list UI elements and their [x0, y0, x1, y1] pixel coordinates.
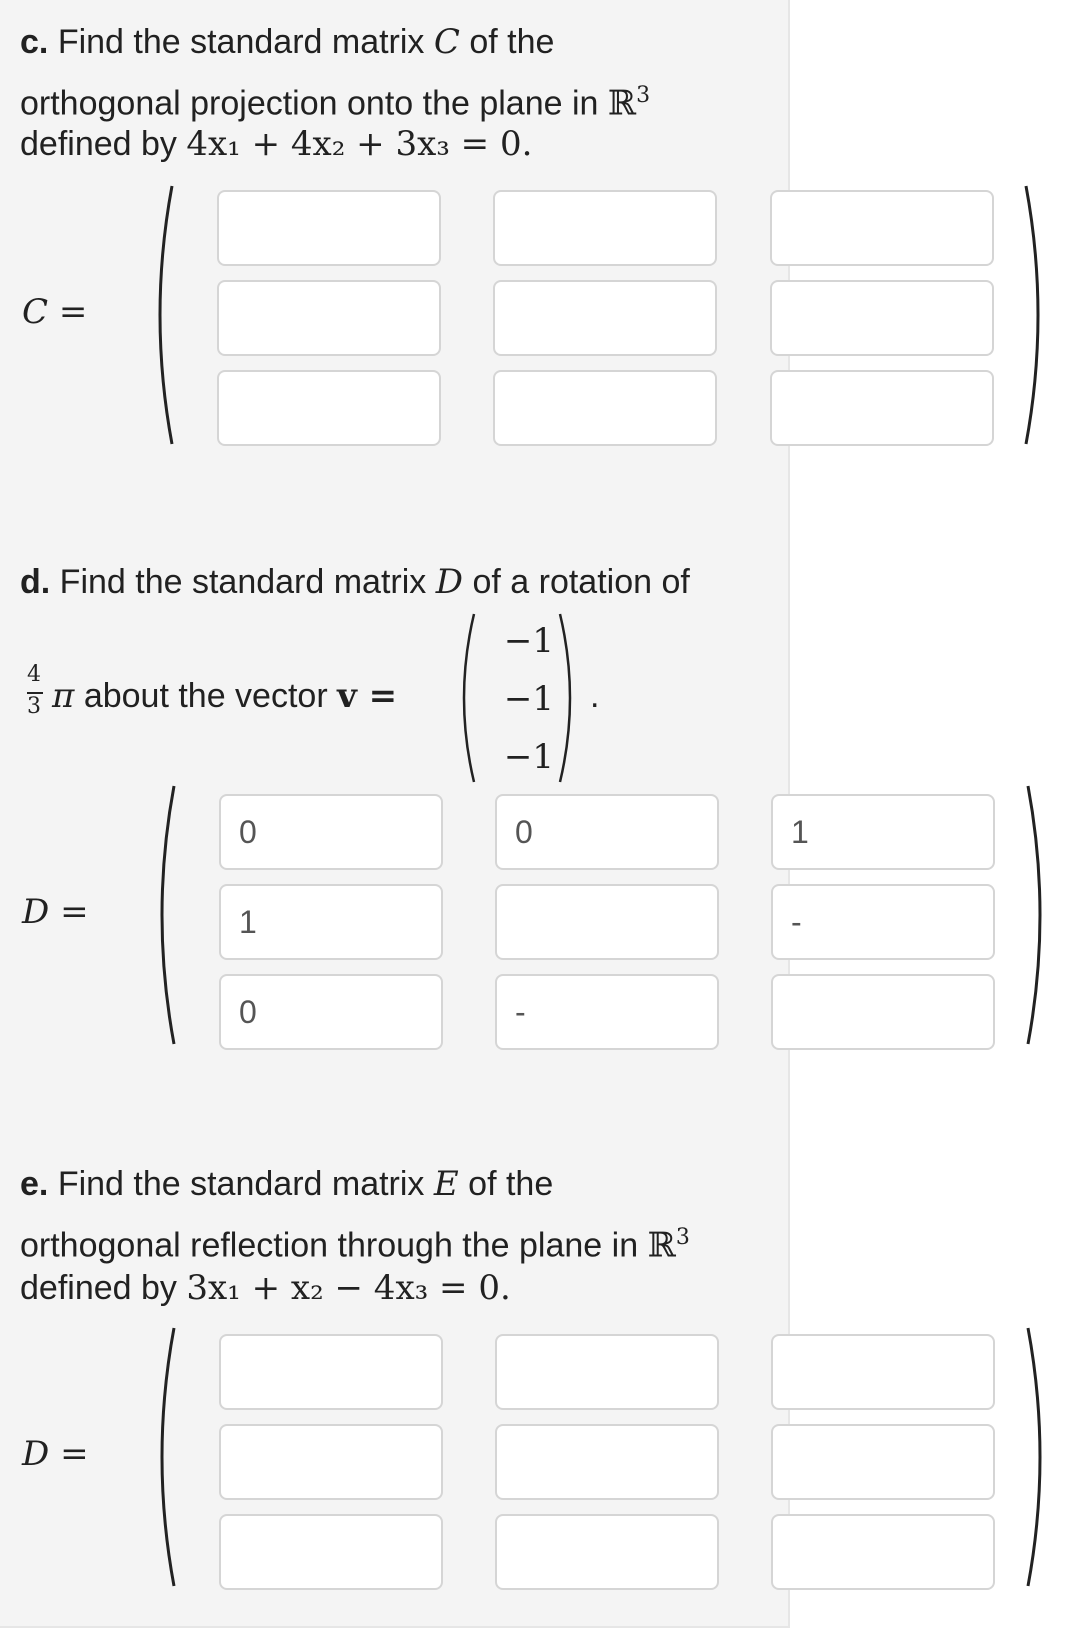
- matrix-c-cell-3-1[interactable]: [217, 370, 441, 446]
- part-e-line3: [20, 1268, 511, 1308]
- part-d-left-paren: [148, 784, 178, 1046]
- part-c-space-exponent: 3: [636, 83, 651, 108]
- part-e-equation: 3x₁ + x₂ − 4x₃ = 0.: [186, 1268, 511, 1308]
- matrix-e-cell-3-1[interactable]: [219, 1514, 443, 1590]
- part-c-prompt: Find the standard matrix: [57, 23, 425, 61]
- vector-right-paren: [556, 612, 582, 784]
- part-e-prompt: Find the standard matrix: [57, 1165, 425, 1203]
- part-c-lhs: C =: [22, 292, 88, 332]
- part-e-matrix-symbol: E: [433, 1164, 459, 1204]
- matrix-c-cell-1-2[interactable]: [493, 190, 717, 266]
- vector-entry-3: −1: [503, 737, 554, 777]
- part-c-equation: 4x₁ + 4x₂ + 3x₃ = 0.: [186, 124, 533, 164]
- part-d-lhs: D =: [22, 892, 89, 932]
- matrix-e-cell-3-3[interactable]: [771, 1514, 995, 1590]
- matrix-c-cell-2-1[interactable]: [217, 280, 441, 356]
- part-d-right-paren: [1024, 784, 1054, 1046]
- matrix-e-cell-1-1[interactable]: [219, 1334, 443, 1410]
- part-e-left-paren: [148, 1326, 178, 1588]
- matrix-d-cell-2-1[interactable]: [219, 884, 443, 960]
- part-d-prompt: Find the standard matrix: [59, 563, 427, 601]
- rotation-vector: [488, 612, 554, 786]
- matrix-e-cell-2-2[interactable]: [495, 1424, 719, 1500]
- matrix-c-cell-2-2[interactable]: [493, 280, 717, 356]
- matrix-d-cell-3-1[interactable]: [219, 974, 443, 1050]
- vector-period: .: [590, 677, 600, 715]
- angle-denominator: 3: [27, 694, 41, 719]
- matrix-d-cell-1-1[interactable]: [219, 794, 443, 870]
- part-c-description: orthogonal projection onto the plane in: [20, 84, 599, 123]
- matrix-d-cell-2-2[interactable]: [495, 884, 719, 960]
- part-c-right-paren: [1022, 184, 1052, 446]
- vector-symbol: v =: [337, 676, 398, 716]
- matrix-d-cell-3-3[interactable]: [771, 974, 995, 1050]
- part-c-line2: [20, 76, 650, 123]
- part-d-line2: [52, 676, 397, 716]
- part-e-description: orthogonal reflection through the plane in: [20, 1226, 639, 1265]
- about-text: about the vector: [83, 677, 328, 715]
- part-c-space: ℝ: [607, 83, 637, 124]
- part-e-prompt-tail: of the: [468, 1165, 554, 1203]
- matrix-c-cell-1-1[interactable]: [217, 190, 441, 266]
- matrix-e-cell-1-2[interactable]: [495, 1334, 719, 1410]
- matrix-e-cell-2-1[interactable]: [219, 1424, 443, 1500]
- part-d-line1: [20, 562, 690, 602]
- part-e-right-paren: [1024, 1326, 1054, 1588]
- matrix-c-cell-1-3[interactable]: [770, 190, 994, 266]
- matrix-c-cell-3-3[interactable]: [770, 370, 994, 446]
- part-e-lhs: D =: [22, 1434, 89, 1474]
- matrix-d-cell-1-3[interactable]: [771, 794, 995, 870]
- matrix-c-cell-2-3[interactable]: [770, 280, 994, 356]
- matrix-e-cell-2-3[interactable]: [771, 1424, 995, 1500]
- matrix-e-cell-3-2[interactable]: [495, 1514, 719, 1590]
- part-e-space-exponent: 3: [675, 1225, 690, 1250]
- vector-left-paren: [452, 612, 478, 784]
- vector-entry-1: −1: [503, 621, 554, 661]
- matrix-e-cell-1-3[interactable]: [771, 1334, 995, 1410]
- part-c-letter: c.: [20, 23, 49, 61]
- part-e-letter: e.: [20, 1165, 49, 1203]
- part-c-defined-by: defined by: [20, 125, 177, 163]
- part-c-line1: [20, 22, 554, 62]
- matrix-d-cell-1-2[interactable]: [495, 794, 719, 870]
- part-e-space: ℝ: [647, 1225, 676, 1266]
- part-c-left-paren: [146, 184, 176, 446]
- part-d-prompt-tail: of a rotation of: [472, 563, 690, 601]
- part-d-matrix-symbol: D: [435, 562, 464, 602]
- part-c-line3: [20, 124, 532, 164]
- part-c-prompt-tail: of the: [469, 23, 555, 61]
- part-e-line1: [20, 1164, 553, 1204]
- matrix-d-cell-3-2[interactable]: [495, 974, 719, 1050]
- part-e-line2: [20, 1218, 690, 1265]
- angle-numerator: 4: [27, 662, 41, 687]
- pi-symbol: π: [52, 676, 75, 716]
- matrix-d-cell-2-3[interactable]: [771, 884, 995, 960]
- matrix-c-cell-3-2[interactable]: [493, 370, 717, 446]
- part-d-letter: d.: [20, 563, 51, 601]
- vector-entry-2: −1: [503, 679, 554, 719]
- part-c-matrix-symbol: C: [433, 22, 460, 62]
- part-e-defined-by: defined by: [20, 1269, 177, 1307]
